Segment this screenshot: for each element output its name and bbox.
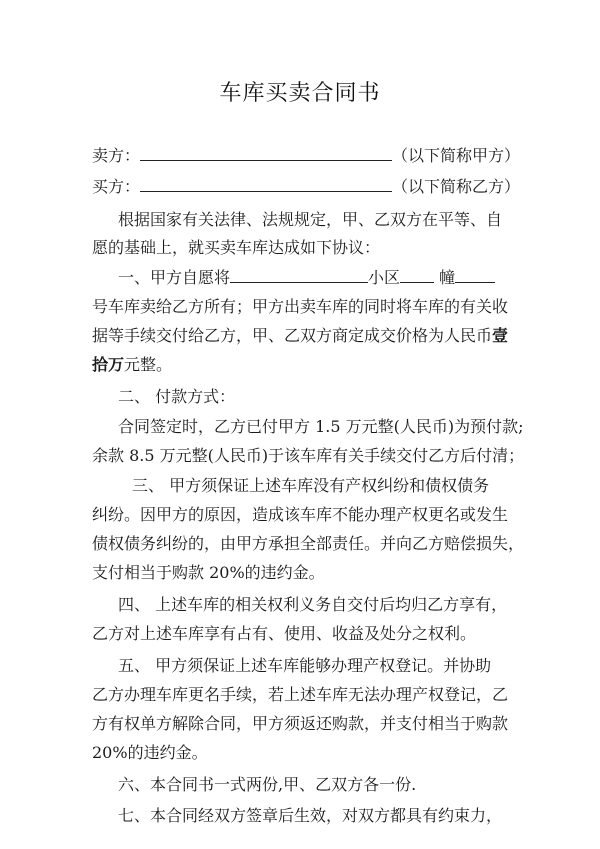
clause-4-line-2: 乙方对上述车库享有占有、使用、收益及处分之权利。 xyxy=(92,624,477,643)
clause-3-line-2: 纠纷。因甲方的原因，造成该车库不能办理产权更名或发生 xyxy=(92,505,509,524)
clause-7: 七、本合同经双方签章后生效，对双方都具有约束力， xyxy=(118,806,503,825)
document-title: 车库买卖合同书 xyxy=(219,81,381,106)
clause-5-line-2: 乙方办理车库更名手续，若上述车库无法办理产权登记，乙 xyxy=(92,685,509,704)
clause-3-line-1: 三、 甲方须保证上述车库没有产权纠纷和债权债务 xyxy=(132,476,490,495)
clause-1-text-c: 幢 xyxy=(439,268,456,287)
clause-1-l4-bold: 拾万 xyxy=(92,355,125,374)
clause-1-l3-bold: 壹 xyxy=(492,326,509,345)
buyer-blank xyxy=(140,177,392,192)
buyer-label: 买方： xyxy=(92,177,141,196)
clause-2-line-1: 合同签定时，乙方已付甲方 1.5 万元整(人民币)为预付款; xyxy=(118,417,524,436)
clause-1-line-3 xyxy=(92,326,522,346)
intro-line-2: 愿的基础上，就买卖车库达成如下协议： xyxy=(92,238,381,257)
buyer-suffix: （以下简称乙方） xyxy=(392,177,521,196)
seller-blank xyxy=(140,146,392,161)
clause-2-line-2: 余款 8.5 万元整(人民币)于该车库有关手续交付乙方后付清； xyxy=(92,446,525,465)
clause-1-line-2: 号车库卖给乙方所有；甲方出卖车库的同时将车库的有关收 xyxy=(92,297,509,316)
clause-1-text-a: 一、甲方自愿将 xyxy=(118,268,231,287)
clause-1-line-1 xyxy=(118,268,522,288)
clause-5-line-3: 方有权单方解除合同，甲方须返还购款，并支付相当于购款 xyxy=(92,714,509,733)
clause-5-line-4: 20%的违约金。 xyxy=(92,743,208,762)
clause-4-line-1: 四、 上述车库的相关权利义务自交付后均归乙方享有， xyxy=(118,595,508,614)
seller-line xyxy=(92,146,522,166)
clause-3-line-3: 债权债务纠纷的，由甲方承担全部责任。并向乙方赔偿损失， xyxy=(92,534,525,553)
buyer-line xyxy=(92,177,522,197)
clause-1-line-4 xyxy=(92,355,522,375)
clause-5-line-1: 五、 甲方须保证上述车库能够办理产权登记。并协助 xyxy=(118,656,492,675)
clause-3-line-4: 支付相当于购款 20%的违约金。 xyxy=(92,563,325,582)
seller-suffix: （以下简称甲方） xyxy=(392,146,521,165)
clause-1-l3-text: 据等手续交付给乙方，甲、乙双方商定成交价格为人民币 xyxy=(92,326,493,345)
clause-1-l4-text: 元整。 xyxy=(124,355,173,374)
clause-1-text-b: 小区 xyxy=(368,268,401,287)
community-blank xyxy=(230,268,368,283)
garage-number-blank xyxy=(455,268,495,283)
intro-line-1: 根据国家有关法律、法规规定，甲、乙双方在平等、自 xyxy=(118,210,503,229)
building-blank xyxy=(400,268,434,283)
clause-2-heading: 二、 付款方式： xyxy=(118,387,236,406)
seller-label: 卖方： xyxy=(92,146,141,165)
clause-6: 六、本合同书一式两份,甲、乙双方各一份. xyxy=(118,775,417,794)
